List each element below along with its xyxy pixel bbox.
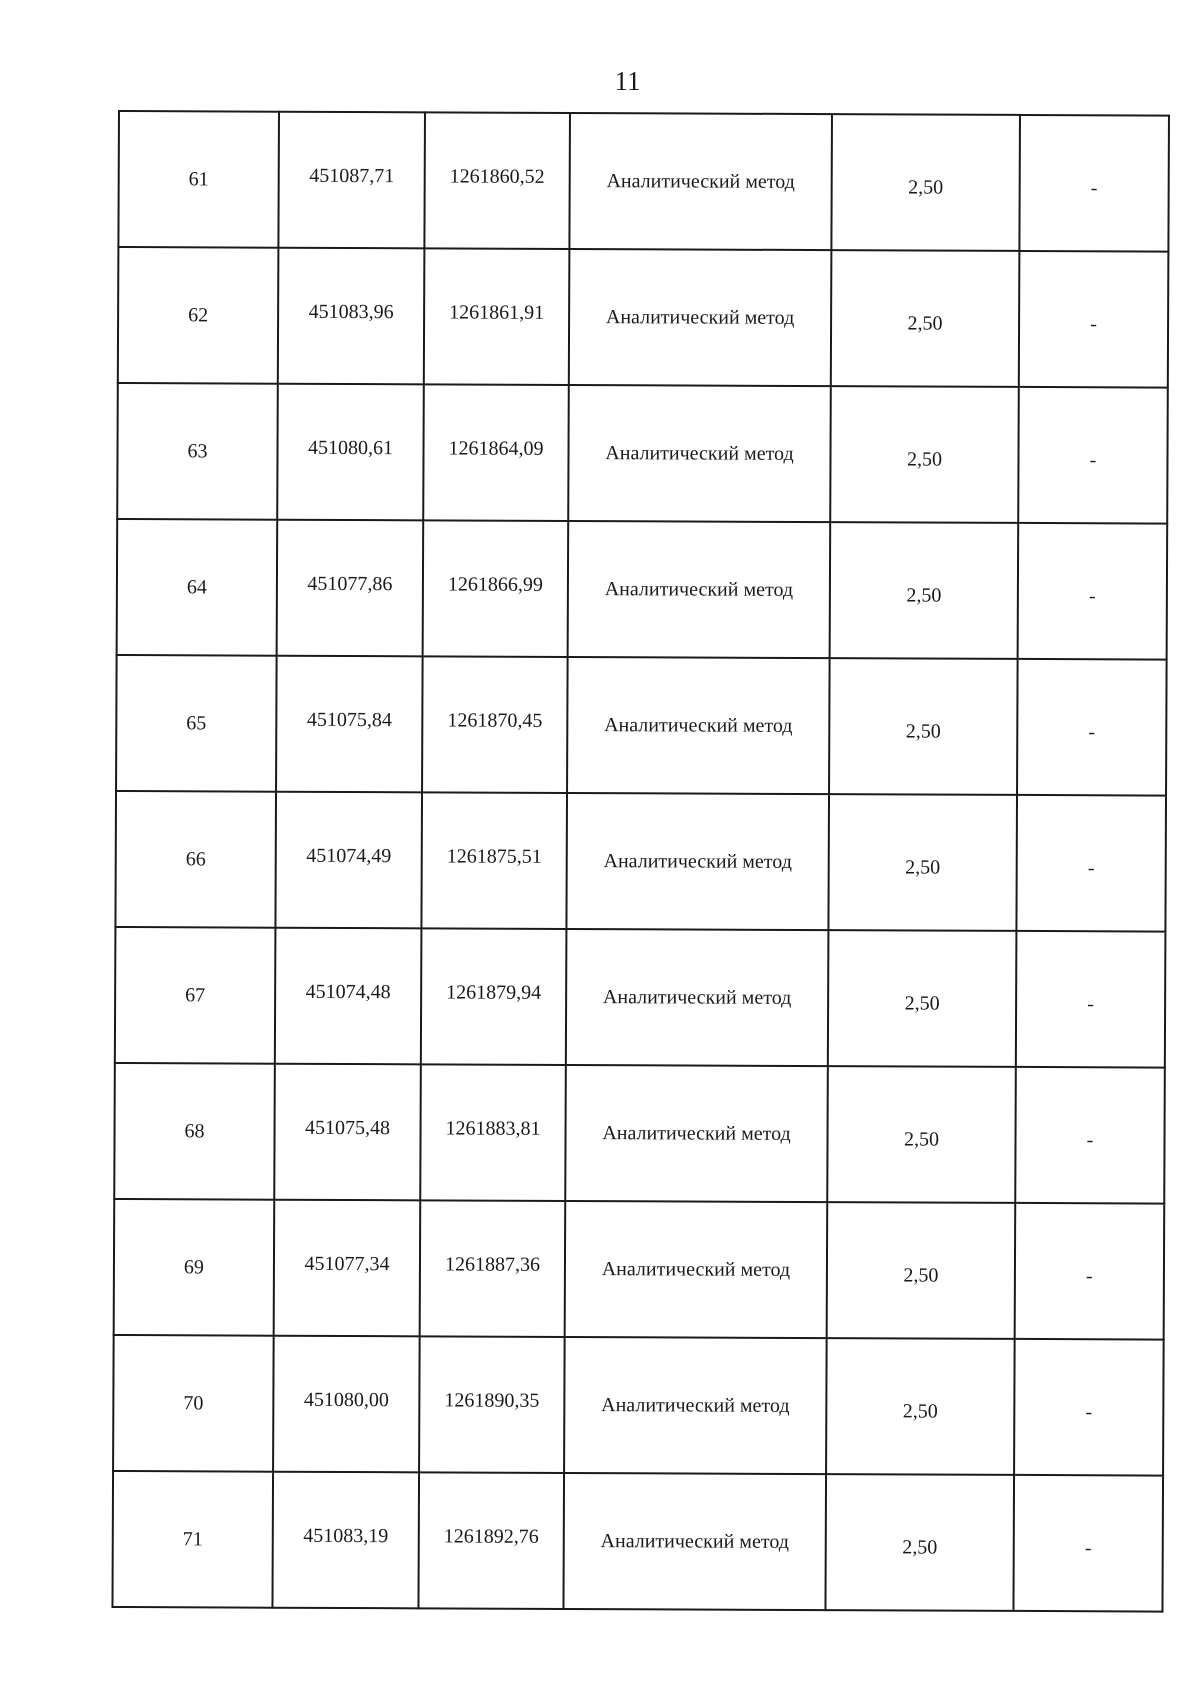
table-row — [118, 247, 1169, 388]
table-body — [112, 111, 1169, 1612]
table-row — [115, 927, 1166, 1068]
y-coordinate-cell: 1261892,76 — [418, 1472, 564, 1609]
note-cell: - — [1019, 251, 1169, 388]
point-number-cell: 71 — [112, 1471, 273, 1608]
x-coordinate-cell: 451077,34 — [274, 1200, 421, 1337]
method-cell: Аналитический метод — [565, 1201, 828, 1338]
method-cell: Аналитический метод — [569, 249, 832, 386]
y-coordinate-cell: 1261861,91 — [424, 248, 570, 385]
y-coordinate-cell: 1261887,36 — [420, 1200, 566, 1337]
method-cell: Аналитический метод — [566, 929, 829, 1066]
note-cell: - — [1015, 1203, 1165, 1340]
point-number-cell: 63 — [117, 383, 278, 520]
method-cell: Аналитический метод — [568, 521, 831, 658]
method-cell: Аналитический метод — [564, 1337, 827, 1474]
table-row — [114, 1199, 1165, 1340]
x-coordinate-cell: 451075,48 — [274, 1064, 421, 1201]
note-cell: - — [1017, 659, 1167, 796]
point-number-cell: 62 — [118, 247, 279, 384]
note-cell: - — [1016, 931, 1166, 1068]
table-row — [112, 1471, 1163, 1612]
x-coordinate-cell: 451080,00 — [273, 1336, 420, 1473]
method-cell: Аналитический метод — [565, 1065, 828, 1202]
table-row — [117, 383, 1168, 524]
x-coordinate-cell: 451087,71 — [278, 112, 425, 249]
y-coordinate-cell: 1261870,45 — [422, 656, 568, 793]
accuracy-cell: 2,50 — [825, 1474, 1014, 1611]
method-cell: Аналитический метод — [568, 385, 831, 522]
x-coordinate-cell: 451074,49 — [275, 792, 422, 929]
accuracy-cell: 2,50 — [828, 930, 1017, 1067]
x-coordinate-cell: 451083,96 — [278, 248, 425, 385]
note-cell: - — [1014, 1339, 1164, 1476]
method-cell: Аналитический метод — [563, 1473, 826, 1610]
accuracy-cell: 2,50 — [830, 386, 1019, 523]
x-coordinate-cell: 451074,48 — [275, 928, 422, 1065]
point-number-cell: 68 — [114, 1063, 275, 1200]
table-row — [114, 1063, 1165, 1204]
note-cell: - — [1015, 1067, 1165, 1204]
point-number-cell: 64 — [117, 519, 278, 656]
table-row — [118, 111, 1169, 252]
table-row — [113, 1335, 1164, 1476]
x-coordinate-cell: 451080,61 — [277, 384, 424, 521]
y-coordinate-cell: 1261879,94 — [421, 928, 567, 1065]
coordinates-table — [111, 110, 1170, 1613]
method-cell: Аналитический метод — [566, 793, 829, 930]
method-cell: Аналитический метод — [567, 657, 830, 794]
y-coordinate-cell: 1261890,35 — [419, 1336, 565, 1473]
note-cell: - — [1016, 795, 1166, 932]
method-cell: Аналитический метод — [569, 113, 832, 250]
x-coordinate-cell: 451075,84 — [276, 656, 423, 793]
accuracy-cell: 2,50 — [829, 658, 1018, 795]
point-number-cell: 66 — [115, 791, 276, 928]
accuracy-cell: 2,50 — [827, 1202, 1016, 1339]
point-number-cell: 70 — [113, 1335, 274, 1472]
page-number: 11 — [614, 66, 641, 96]
y-coordinate-cell: 1261883,81 — [420, 1064, 566, 1201]
accuracy-cell: 2,50 — [826, 1338, 1015, 1475]
accuracy-cell: 2,50 — [831, 250, 1020, 387]
y-coordinate-cell: 1261875,51 — [421, 792, 567, 929]
y-coordinate-cell: 1261860,52 — [424, 112, 570, 249]
point-number-cell: 65 — [116, 655, 277, 792]
note-cell: - — [1013, 1475, 1163, 1612]
table-row — [117, 519, 1168, 660]
x-coordinate-cell: 451077,86 — [277, 520, 424, 657]
accuracy-cell: 2,50 — [831, 114, 1020, 251]
x-coordinate-cell: 451083,19 — [272, 1472, 419, 1609]
table-row — [115, 791, 1166, 932]
y-coordinate-cell: 1261866,99 — [423, 520, 569, 657]
note-cell: - — [1018, 387, 1168, 524]
table-row — [116, 655, 1167, 796]
point-number-cell: 67 — [115, 927, 276, 1064]
accuracy-cell: 2,50 — [830, 522, 1019, 659]
accuracy-cell: 2,50 — [828, 794, 1017, 931]
point-number-cell: 69 — [114, 1199, 275, 1336]
y-coordinate-cell: 1261864,09 — [423, 384, 569, 521]
note-cell: - — [1018, 523, 1168, 660]
point-number-cell: 61 — [118, 111, 279, 248]
note-cell: - — [1019, 115, 1169, 252]
accuracy-cell: 2,50 — [827, 1066, 1016, 1203]
